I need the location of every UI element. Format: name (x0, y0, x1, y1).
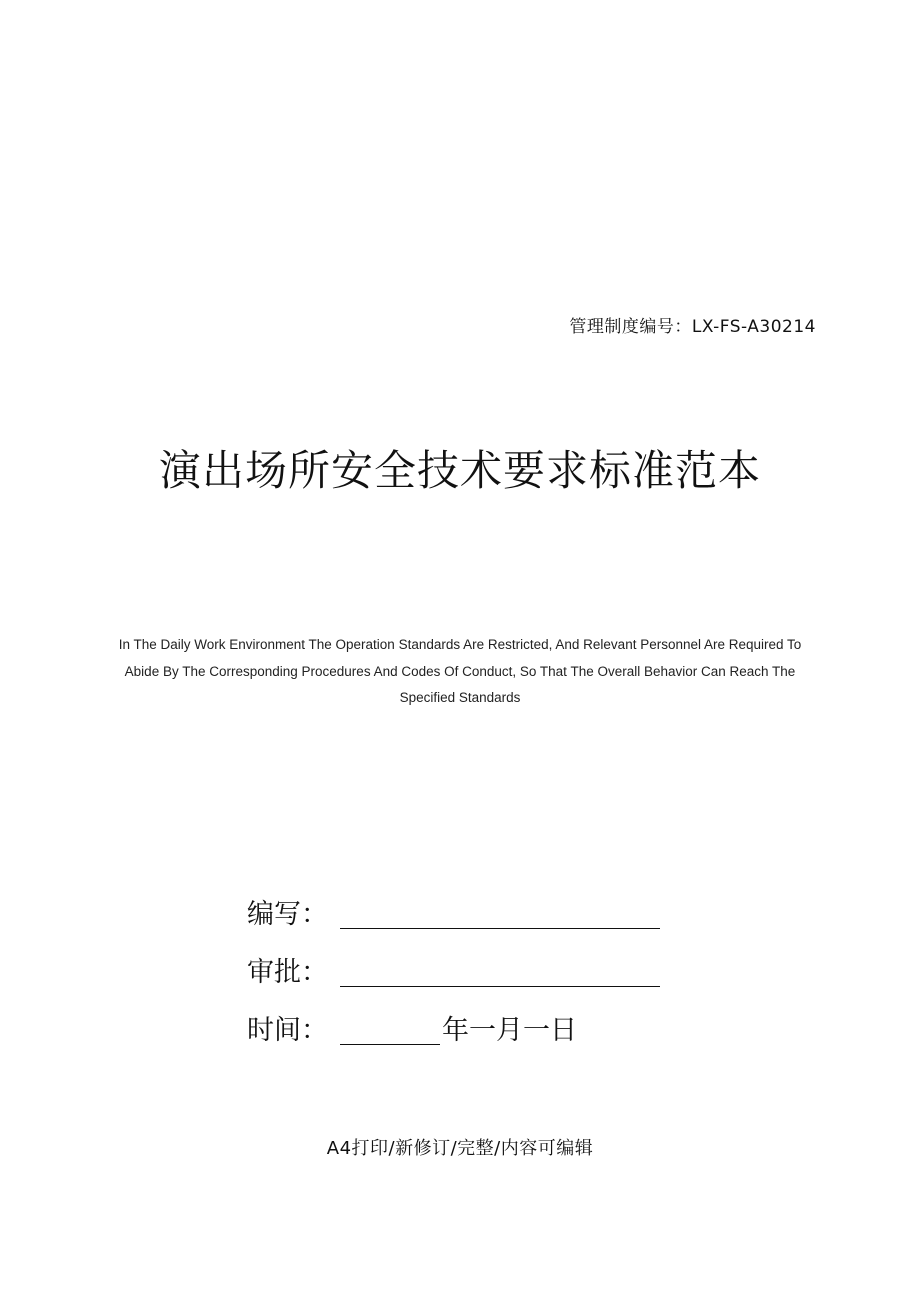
english-subtitle: In The Daily Work Environment The Operation Standards Are Restricted, And Relevant Personnel Are Required To Abide By The Corresponding Procedures And Codes Of Conduct, So That The Overall Behavior Can Reach The Specified Standards (118, 637, 802, 705)
author-row (247, 895, 660, 935)
document-code: 管理制度编号：LX-FS-A30214 (569, 317, 816, 337)
date-suffix: 年一月一日 (442, 1015, 577, 1046)
time-blank-line (340, 1014, 440, 1045)
author-blank-line (340, 898, 660, 929)
page-title: 演出场所安全技术要求标准范本 (158, 446, 761, 495)
approver-blank-line (340, 956, 660, 987)
author-label: 编写： (247, 899, 328, 930)
approver-row (247, 953, 660, 993)
time-row (247, 1011, 577, 1051)
footer-note: A4打印/新修订/完整/内容可编辑 (326, 1138, 594, 1159)
approver-label: 审批： (247, 957, 328, 988)
time-label: 时间： (247, 1015, 328, 1046)
